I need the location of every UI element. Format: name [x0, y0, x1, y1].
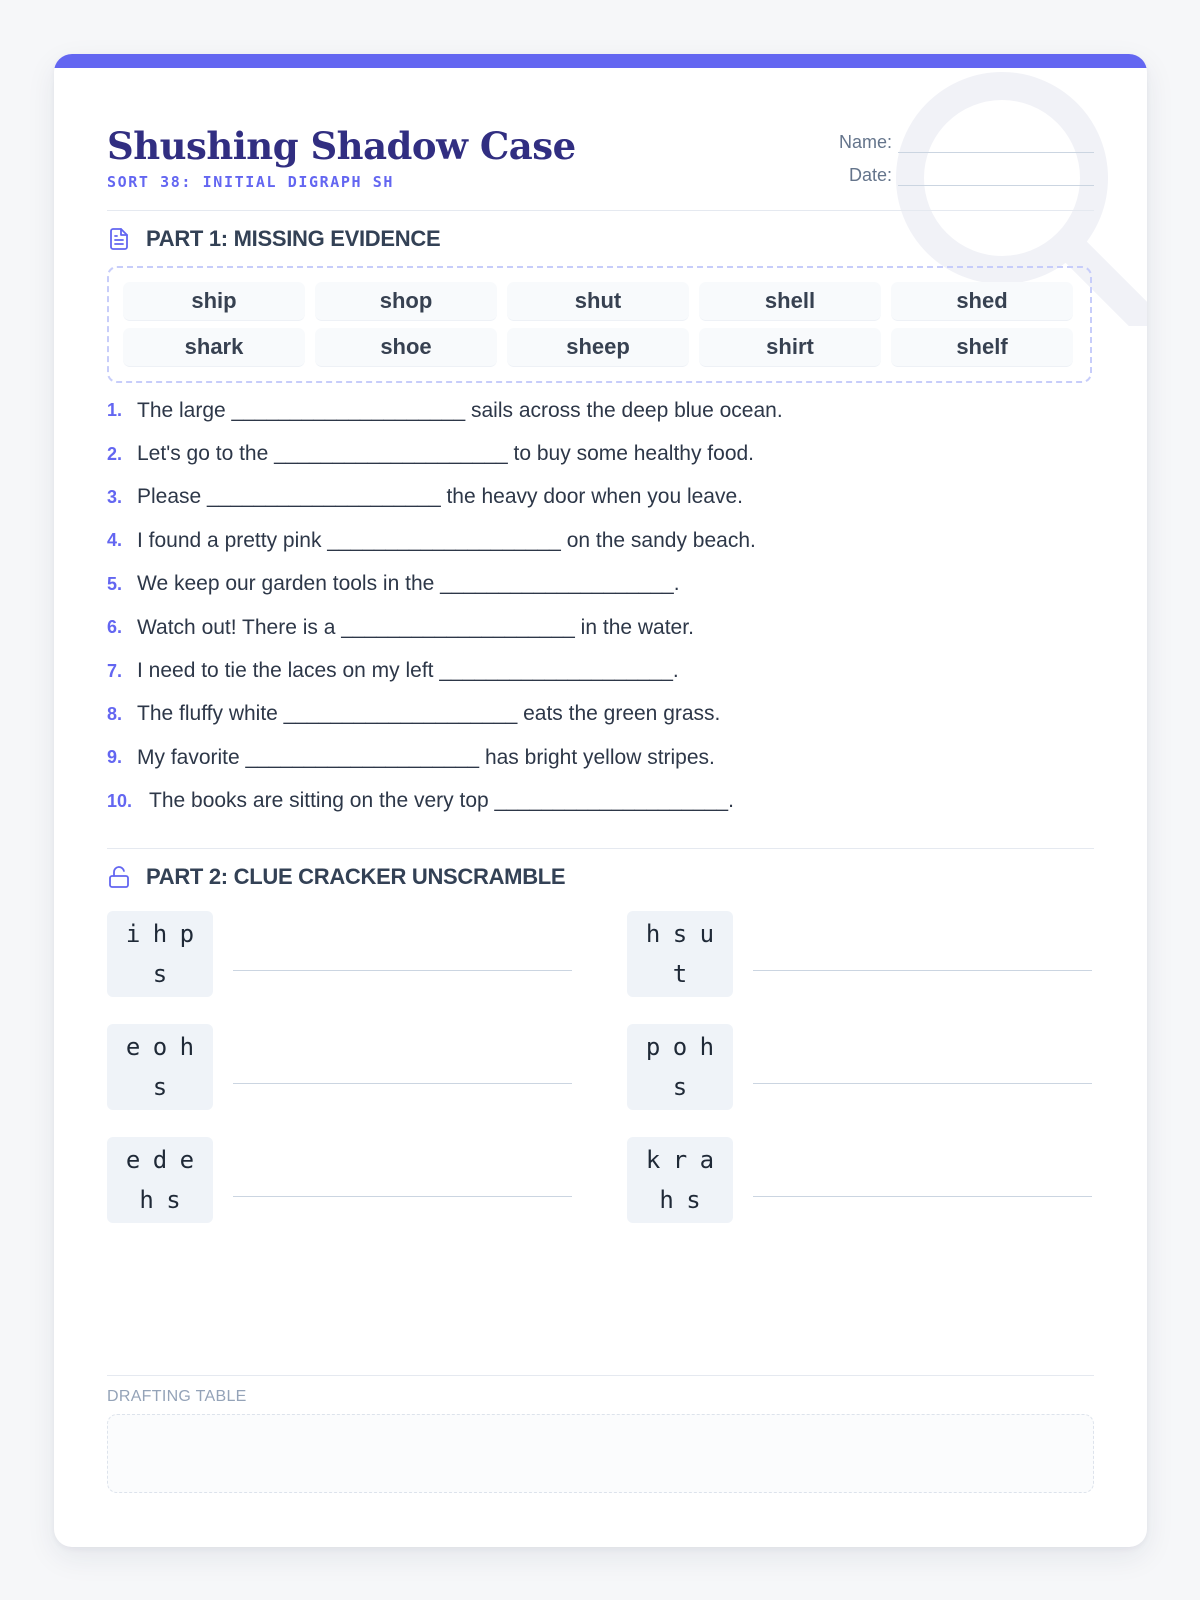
word-chip: shelf [891, 328, 1073, 367]
sentence-text: The books are sitting on the very top ____________________. [149, 789, 734, 813]
header-divider [107, 210, 1094, 211]
sentence-number: 2. [107, 443, 123, 464]
drafting-divider [107, 1375, 1094, 1376]
sentence-item [107, 736, 1094, 779]
student-info [814, 120, 1094, 186]
name-label: Name: [838, 132, 892, 152]
scramble-item [627, 911, 1092, 997]
sentence-number: 6. [107, 617, 123, 638]
scramble-item [627, 1024, 1092, 1110]
part2-title: PART 2: CLUE CRACKER UNSCRAMBLE [146, 864, 566, 889]
unlock-icon [107, 865, 131, 889]
scramble-item [107, 1024, 572, 1110]
sentence-item [107, 649, 1094, 692]
sentence-item [107, 606, 1094, 649]
document-icon [107, 227, 131, 251]
part1-title: PART 1: MISSING EVIDENCE [146, 226, 441, 251]
word-chip: shed [891, 282, 1073, 321]
sentence-text: The large ____________________ sails across the deep blue ocean. [137, 398, 783, 422]
answer-line[interactable] [753, 1083, 1092, 1084]
letter-tile: h s u t [627, 911, 733, 997]
scramble-item [627, 1137, 1092, 1223]
scramble-item [107, 911, 572, 997]
sentence-text: We keep our garden tools in the ____________________. [137, 572, 680, 596]
date-field[interactable] [898, 161, 1094, 186]
answer-line[interactable] [233, 970, 572, 971]
answer-line[interactable] [233, 1196, 572, 1197]
sentence-number: 5. [107, 573, 123, 594]
part2-heading [107, 864, 565, 890]
sentence-text: I found a pretty pink ____________________ on the sandy beach. [137, 528, 756, 552]
sentence-number: 10. [107, 790, 133, 811]
page-subtitle: SORT 38: INITIAL DIGRAPH SH [107, 173, 395, 191]
sentence-text: Please ____________________ the heavy door when you leave. [137, 485, 743, 509]
sentence-number: 9. [107, 747, 123, 768]
letter-tile: k r a h s [627, 1137, 733, 1223]
sentence-item [107, 563, 1094, 606]
word-chip: shark [123, 328, 305, 367]
word-chip: shoe [315, 328, 497, 367]
sentence-text: I need to tie the laces on my left ____________________. [137, 659, 679, 683]
sentence-number: 8. [107, 703, 123, 724]
sentence-number: 3. [107, 486, 123, 507]
answer-line[interactable] [753, 970, 1092, 971]
sentence-text: Watch out! There is a ____________________ in the water. [137, 615, 694, 639]
answer-line[interactable] [753, 1196, 1092, 1197]
word-chip: shirt [699, 328, 881, 367]
name-field[interactable] [898, 128, 1094, 153]
part1-heading [107, 226, 440, 252]
word-chip: shop [315, 282, 497, 321]
sentence-item [107, 780, 1094, 823]
sentence-list [107, 389, 1094, 823]
date-label: Date: [848, 165, 892, 185]
drafting-area[interactable] [107, 1414, 1094, 1493]
sentence-item [107, 476, 1094, 519]
word-chip: shell [699, 282, 881, 321]
sentence-number: 7. [107, 660, 123, 681]
letter-tile: e o h s [107, 1024, 213, 1110]
sentence-text: My favorite ____________________ has bright yellow stripes. [137, 745, 715, 769]
word-chip: sheep [507, 328, 689, 367]
sentence-text: The fluffy white ____________________ eats the green grass. [137, 702, 721, 726]
sentence-item [107, 389, 1094, 432]
answer-line[interactable] [233, 1083, 572, 1084]
letter-tile: e d e h s [107, 1137, 213, 1223]
word-bank [107, 266, 1092, 383]
scramble-item [107, 1137, 572, 1223]
word-chip: ship [123, 282, 305, 321]
page-title: Shushing Shadow Case [107, 124, 576, 168]
sentence-number: 4. [107, 530, 123, 551]
section-divider [107, 848, 1094, 849]
sentence-text: Let's go to the ____________________ to buy some healthy food. [137, 442, 755, 466]
sentence-number: 1. [107, 400, 123, 421]
worksheet [54, 54, 1147, 1547]
letter-tile: i h p s [107, 911, 213, 997]
drafting-label: DRAFTING TABLE [107, 1388, 247, 1405]
letter-tile: p o h s [627, 1024, 733, 1110]
sentence-item [107, 432, 1094, 475]
sentence-item [107, 693, 1094, 736]
word-chip: shut [507, 282, 689, 321]
sentence-item [107, 519, 1094, 562]
